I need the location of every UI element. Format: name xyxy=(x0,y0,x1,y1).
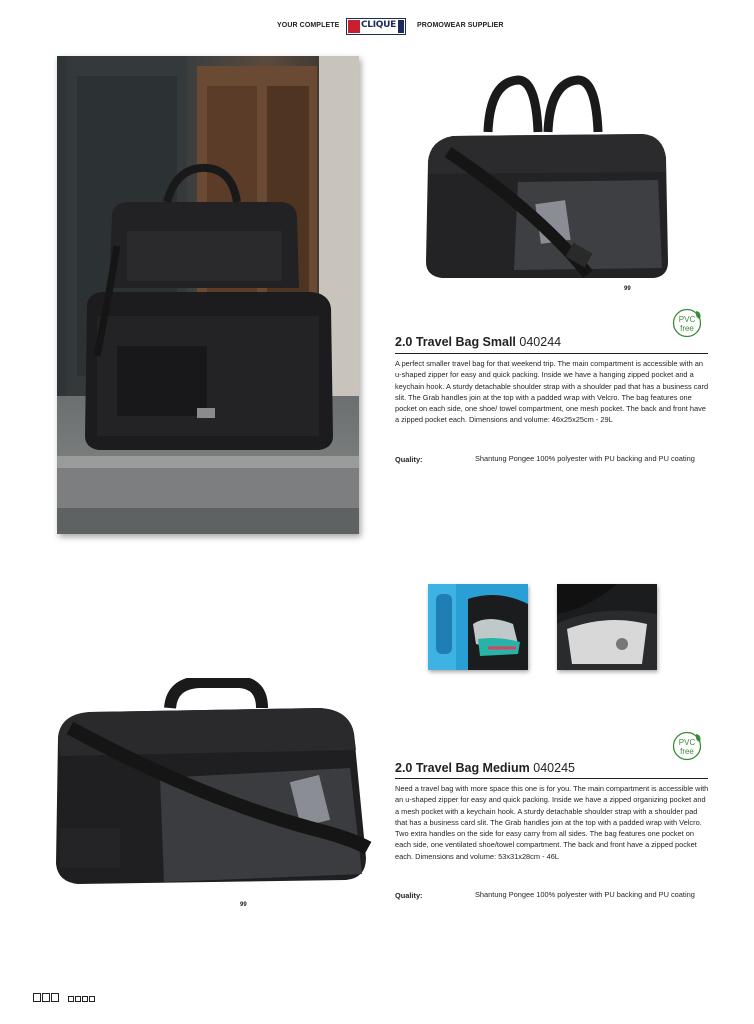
title-divider xyxy=(395,778,708,779)
pvc-badge-line1: PVC xyxy=(678,738,696,747)
pvc-free-badge-icon xyxy=(672,308,702,338)
product-description-medium: Need a travel bag with more space this one is for you. The main compartment is accessible with an u-shaped zipper for easy and quick packing. Inside we have a zipped organizing pocket and a mesh pocket with a keychain hook. A sturdy detachable shoulder strap with a shoulder pad that has a business card slit. The Grab handles join at the top with a padded wrap with Velcro. Two extra handles on the side for easy carry from all sides. The bag features one pocket on each side, one ventilated shoe/towel compartment. The back and front have a zipped pocket each. Dimensions and volume: 53x31x28cm - 46L xyxy=(395,784,709,861)
product-name: 2.0 Travel Bag Medium xyxy=(395,761,530,775)
product-name: 2.0 Travel Bag Small xyxy=(395,335,516,349)
page-footer-marks xyxy=(33,993,96,1002)
quality-label: Quality: xyxy=(395,891,423,900)
pvc-free-badge-icon xyxy=(672,731,702,761)
quality-value: Shantung Pongee 100% polyester with PU backing and PU coating xyxy=(475,890,695,899)
quality-label: Quality: xyxy=(395,455,423,464)
travel-bag-small-image xyxy=(418,62,680,292)
product-title-medium xyxy=(395,761,575,775)
product-description-small: A perfect smaller travel bag for that weekend trip. The main compartment is accessible with an u-shaped zipper for easy and quick packing. Inside we have a hanging zipped pocket and a keychain hook. A sturdy detachable shoulder strap with a shoulder pad that has a business card slit. The Grab handles join at the top with a padded wrap with Velcro. The bag features one pocket on each side, one shoe/ towel compartment, one mesh pocket. The back and front have a zipped pocket each. Dimensions and volume: 46x25x25cm - 29L xyxy=(395,359,709,425)
pvc-badge-line2: free xyxy=(680,747,694,756)
logo-flag-mark xyxy=(348,20,360,33)
product-code: 040244 xyxy=(519,335,562,349)
header-left-text: YOUR COMPLETE xyxy=(277,22,340,29)
product-title-small xyxy=(395,335,561,349)
clique-logo xyxy=(346,18,406,35)
quality-value: Shantung Pongee 100% polyester with PU backing and PU coating xyxy=(475,454,695,463)
detail-photo-shoe-compartment xyxy=(428,584,528,670)
small-bag-color-code: 99 xyxy=(624,286,631,292)
logo-brand-text: CLIQUE xyxy=(361,20,396,30)
detail-photo-inner-pocket xyxy=(557,584,657,670)
logo-bar-mark xyxy=(398,20,404,33)
lifestyle-photo-bags xyxy=(57,56,359,534)
pvc-badge-line2: free xyxy=(680,324,694,333)
medium-bag-color-code: 99 xyxy=(240,902,247,908)
pvc-badge-line1: PVC xyxy=(678,315,696,324)
travel-bag-medium-image xyxy=(50,678,375,903)
title-divider xyxy=(395,353,708,354)
header-right-text: PROMOWEAR SUPPLIER xyxy=(417,22,504,29)
product-code: 040245 xyxy=(533,761,575,775)
